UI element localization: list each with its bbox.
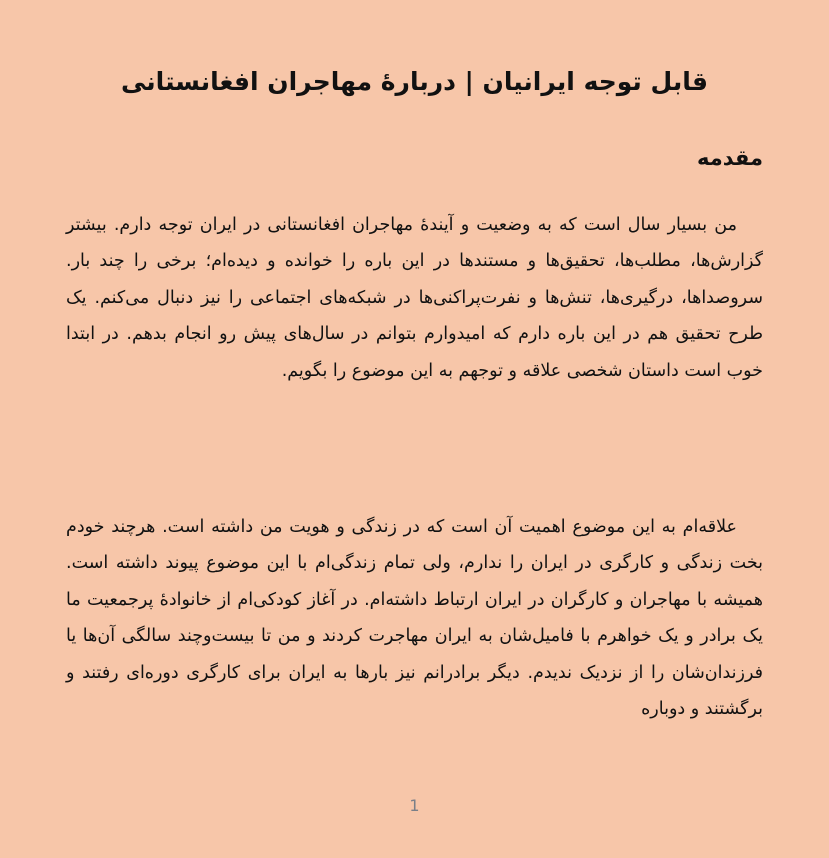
section-heading: مقدمه — [697, 146, 763, 170]
paragraph-interest: علاقه‌ام به این موضوع اهمیت آن است که در زندگی و هویت من داشته است. هرچند خودم بخت زندگی و کارگری در ایران را ندارم، ولی تمام زندگی‌ام با این موضوع پیوند داشته است. همیشه با مهاجران و کارگران در ایران ارتباط داشته‌ام. در آغاز کودکی‌ام از خانوادهٔ پرجمعیت ما یک برادر و یک خواهرم با فامیل‌شان به ایران مهاجرت کردند و من تا بیست‌وچند سالگی آن‌ها یا فرزندان‌شان را از نزدیک ندیدم. دیگر برادرانم نیز بارها به ایران برای کارگری دوره‌ای رفتند و برگشتند و دوباره — [66, 517, 763, 720]
paragraph-intro: من بسیار سال است که به وضعیت و آیندهٔ مهاجران افغانستانی در ایران توجه دارم. بیشتر گزارش‌ها، مطلب‌ها، تحقیق‌ها و مستندها در این باره را خوانده و دیده‌ام؛ برخی را چند بار. سروصداها، درگیری‌ها، تنش‌ها و نفرت‌پراکنی‌ها در شبکه‌های اجتماعی را نیز دنبال می‌کنم. یک طرح تحقیق هم در این باره دارم که امیدوارم بتوانم در سال‌های پیش رو انجام بدهم. در ابتدا خوب است داستان شخصی علاقه و توجهم به این موضوع را بگویم. — [66, 215, 763, 381]
page-number: 1 — [409, 796, 420, 815]
document-title: قابل توجه ایرانیان | دربارهٔ مهاجران افغانستانی — [121, 67, 708, 96]
